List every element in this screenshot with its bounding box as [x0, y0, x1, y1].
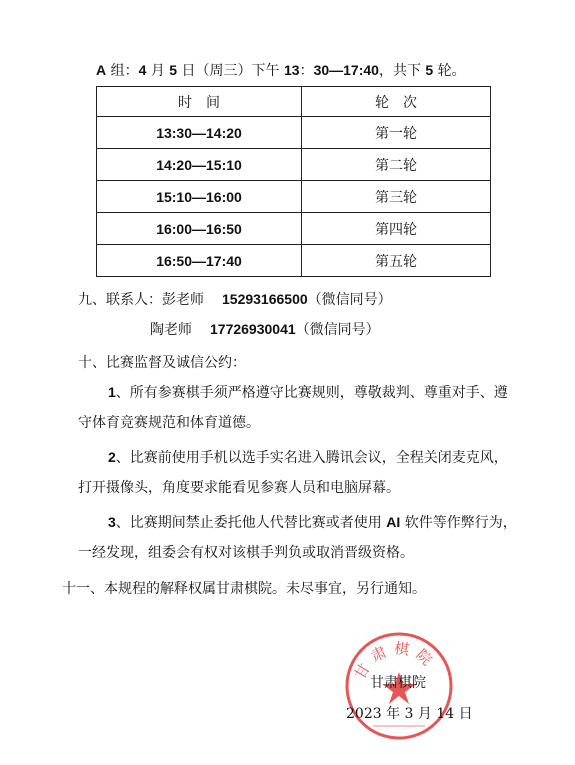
supervision-item-3 — [78, 505, 517, 570]
supervision-item-1 — [78, 375, 508, 440]
group-text: 组： — [106, 63, 139, 79]
final-clause: 十一、本规程的解释权属甘肃棋院。未尽事宜，另行通知。 — [62, 581, 426, 597]
time-cell: 15:10—16:00 — [97, 181, 302, 213]
round-unit: 轮。 — [433, 63, 466, 79]
colon: ： — [299, 63, 314, 79]
table-row — [97, 245, 491, 277]
time-cell: 16:00—16:50 — [97, 213, 302, 245]
item-number: 3 — [108, 514, 116, 530]
round-cell: 第二轮 — [302, 149, 491, 181]
contact-name-1: 彭老师 — [162, 292, 204, 308]
round-cell: 第五轮 — [302, 245, 491, 277]
table-row — [97, 181, 491, 213]
signature-org: 甘肃棋院 — [370, 675, 426, 691]
schedule-table — [96, 86, 491, 277]
contacts-heading: 九、联系人： — [78, 292, 162, 308]
item-number: 1 — [108, 384, 116, 400]
table-header-row — [97, 87, 491, 117]
round-cell: 第四轮 — [302, 213, 491, 245]
item-text-continued: 打开摄像头，角度要求能看见参赛人员和电脑屏幕。 — [78, 480, 400, 496]
round-count: 5 — [425, 62, 434, 78]
contact-line-1 — [78, 289, 392, 309]
item-text: 、比赛期间禁止委托他人代替比赛或者使用 — [115, 515, 387, 531]
group-letter: A — [96, 62, 107, 78]
time-cell: 14:20—15:10 — [97, 149, 302, 181]
time-cell: 16:50—17:40 — [97, 245, 302, 277]
header-time: 时 间 — [97, 87, 302, 117]
contact-phone-2: 17726930041 — [210, 321, 296, 337]
header-round: 轮 次 — [302, 87, 491, 117]
weekday-text: 日（周三）下午 — [177, 63, 284, 79]
contact-note-2: （微信同号） — [295, 322, 380, 338]
contact-note-1: （微信同号） — [307, 292, 392, 308]
group-schedule-line — [96, 60, 466, 80]
time-cell: 13:30—14:20 — [97, 117, 302, 149]
table-row — [97, 117, 491, 149]
contact-name-2: 陶老师 — [150, 322, 192, 338]
time-range: 30—17:40 — [313, 62, 379, 78]
item-text: 软件等作弊行为， — [400, 515, 517, 531]
supervision-item-2 — [78, 440, 508, 505]
start-hour: 13 — [283, 62, 300, 78]
total-text: ，共下 — [378, 63, 426, 79]
supervision-heading: 十、比赛监督及诚信公约： — [78, 355, 246, 371]
round-cell: 第三轮 — [302, 181, 491, 213]
item-text: 、所有参赛棋手须严格遵守比赛规则，尊敬裁判、尊重对手、遵 — [115, 385, 508, 401]
seal-text: 甘肃棋院 — [350, 639, 441, 683]
signature-date: 2023 年 3 月 14 日 — [346, 706, 473, 722]
item-text-continued: 一经发现，组委会有权对该棋手判负或取消晋级资格。 — [78, 545, 414, 561]
item-text: 、比赛前使用手机以选手实名进入腾讯会议，全程关闭麦克风， — [115, 450, 508, 466]
item-number: 2 — [108, 449, 116, 465]
month-unit: 月 — [146, 63, 170, 79]
table-row — [97, 213, 491, 245]
round-cell: 第一轮 — [302, 117, 491, 149]
month-number: 4 — [138, 62, 147, 78]
day-number: 5 — [169, 62, 178, 78]
ai-term: AI — [386, 514, 401, 530]
item-text-continued: 守体育竞赛规范和体育道德。 — [78, 415, 260, 431]
table-row — [97, 149, 491, 181]
contact-line-2 — [150, 319, 380, 339]
contact-phone-1: 15293166500 — [222, 291, 308, 307]
